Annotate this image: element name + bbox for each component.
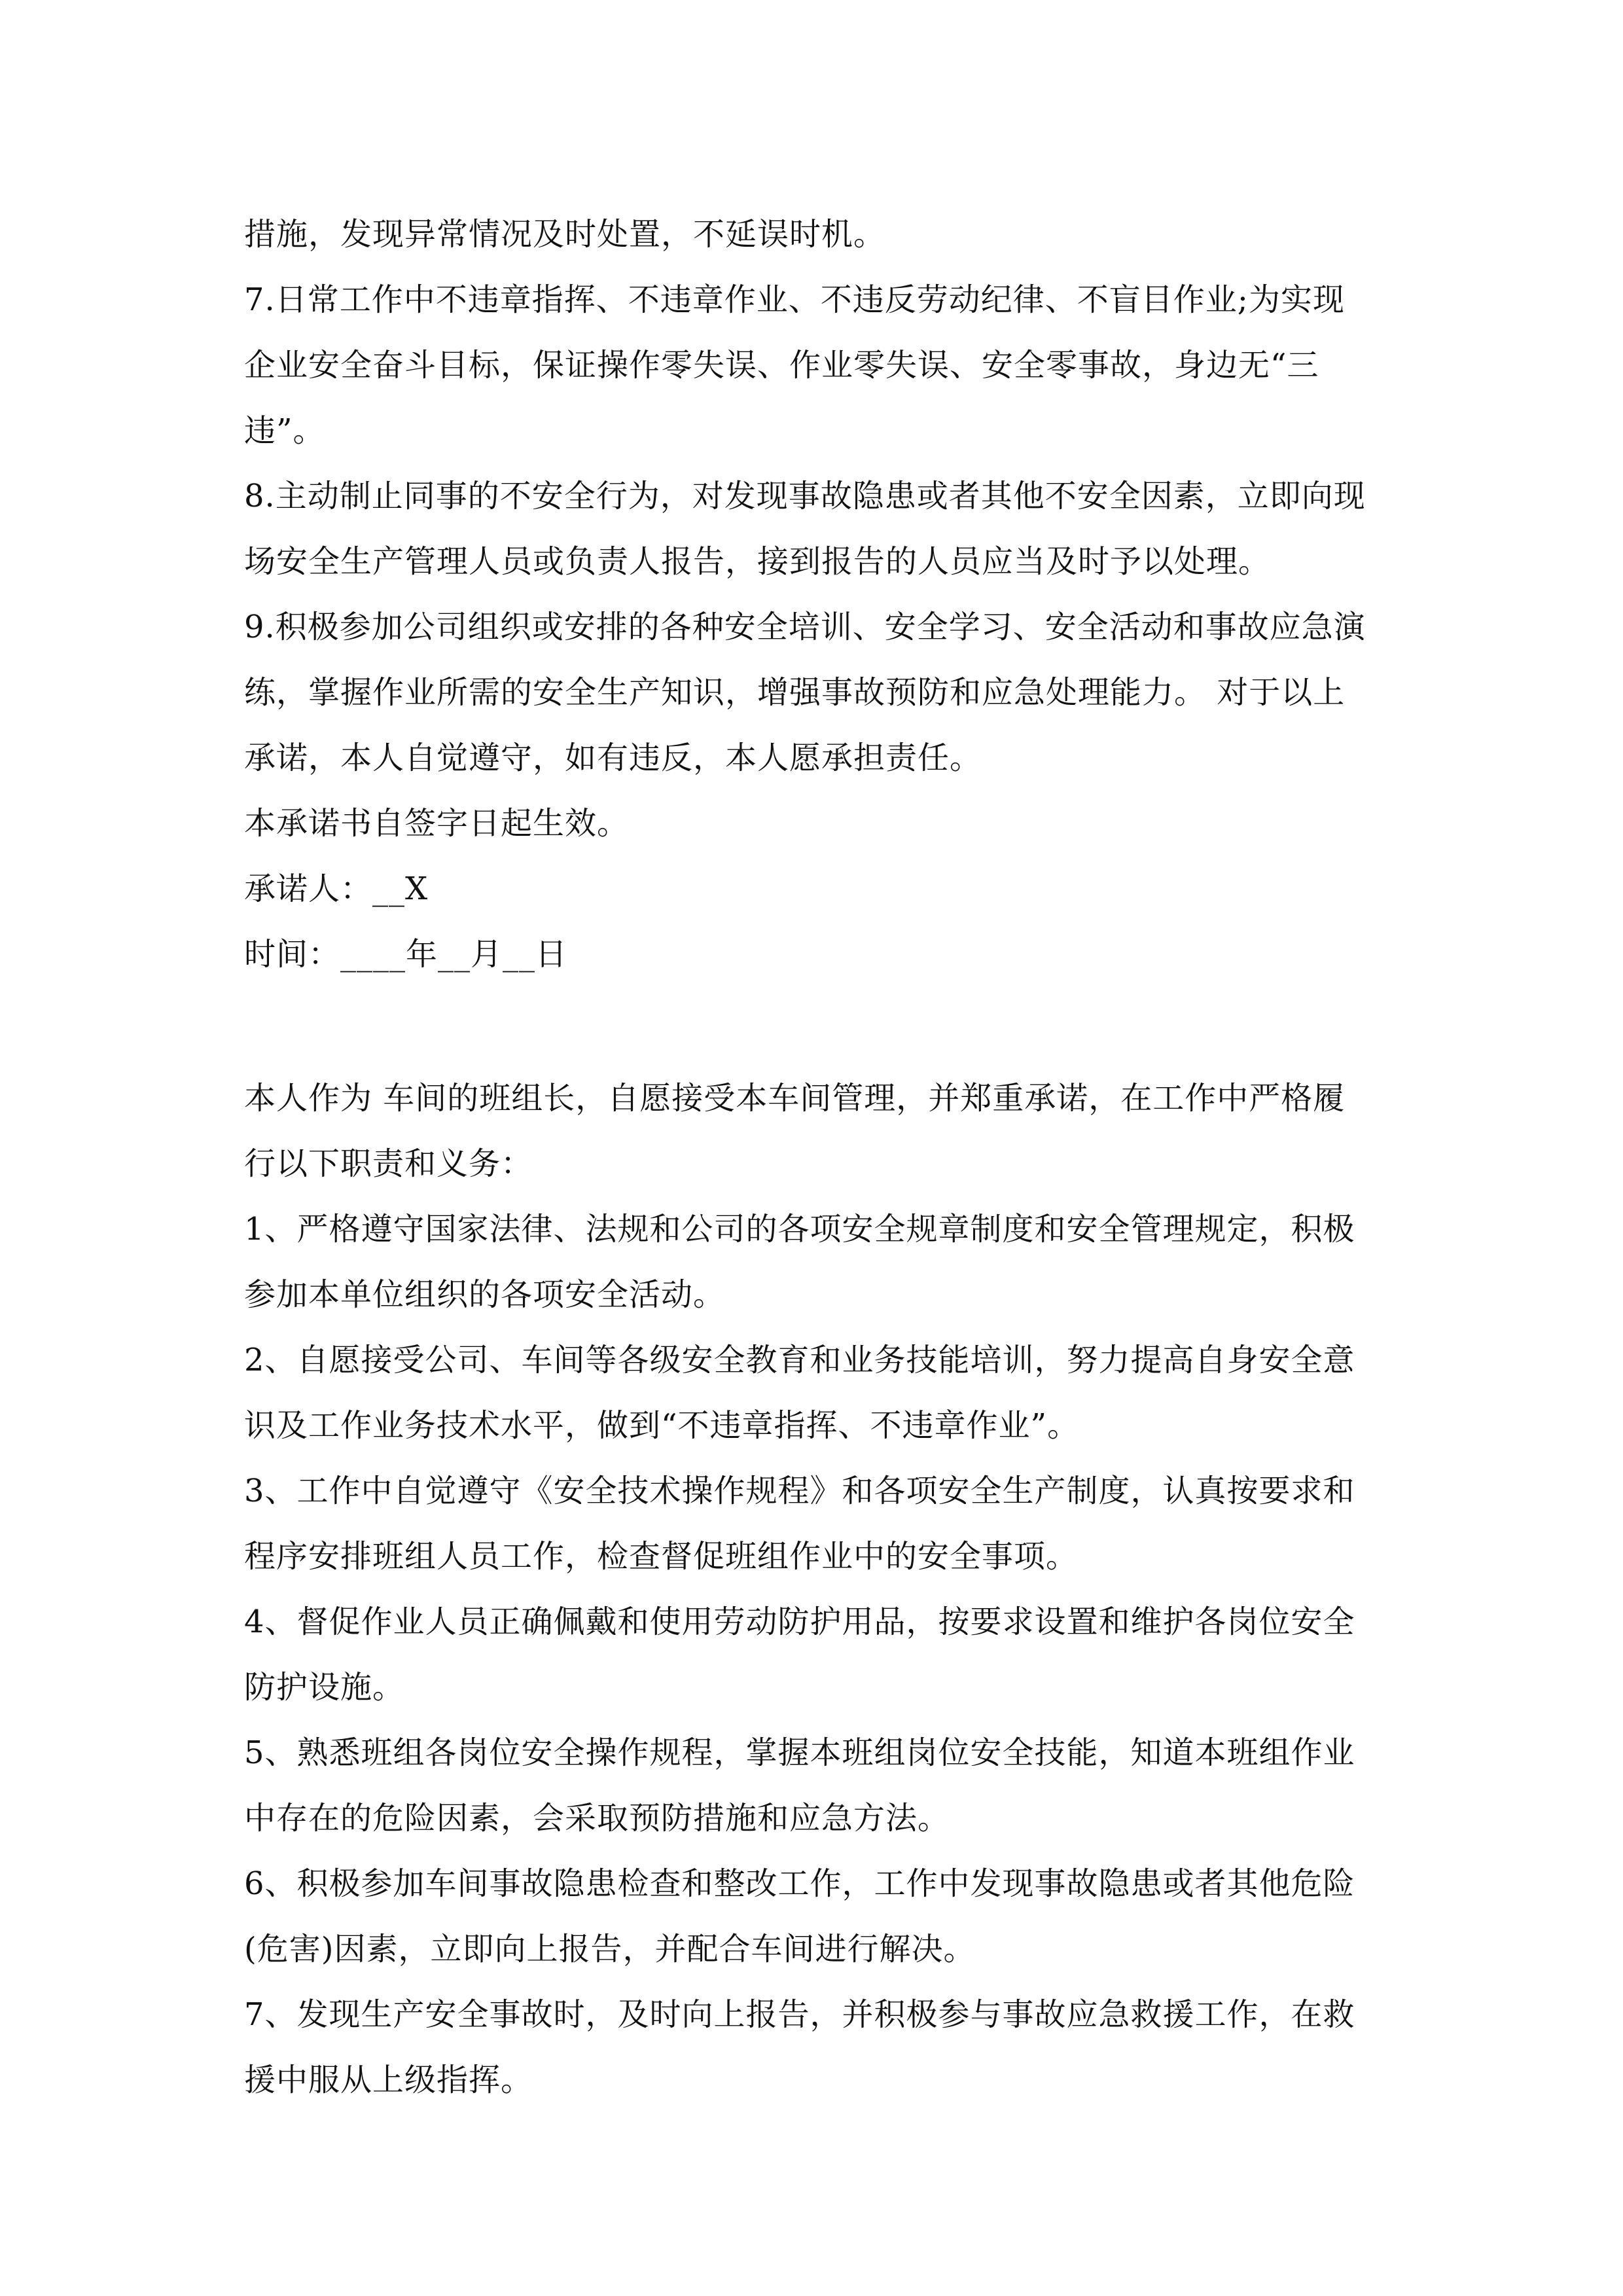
text-line: 3、工作中自觉遵守《安全技术操作规程》和各项安全生产制度，认真按要求和 (244, 1473, 1355, 1509)
text-line: 企业安全奋斗目标，保证操作零失误、作业零失误、安全零事故，身边无“三 (244, 347, 1319, 384)
text-line: 援中服从上级指挥。 (244, 2062, 533, 2098)
document-body (244, 202, 1384, 2113)
date-line: 时间：____年__月__日 (244, 936, 568, 973)
text-line: 2、自愿接受公司、车间等各级安全教育和业务技能培训，努力提高自身安全意 (244, 1342, 1355, 1378)
text-line: 措施，发现异常情况及时处置，不延误时机。 (244, 216, 886, 253)
text-line: 9.积极参加公司组织或安排的各种安全培训、安全学习、安全活动和事故应急演 (244, 609, 1366, 645)
section-gap (244, 987, 1384, 1066)
text-line: 中存在的危险因素，会采取预防措施和应急方法。 (244, 1800, 950, 1837)
text-line: 场安全生产管理人员或负责人报告，接到报告的人员应当及时予以处理。 (244, 543, 1271, 580)
text-line: 7、发现生产安全事故时，及时向上报告，并积极参与事故应急救援工作，在救 (244, 1996, 1355, 2033)
text-line: 违”。 (244, 412, 325, 449)
part1-section (244, 202, 1384, 987)
text-line: 参加本单位组织的各项安全活动。 (244, 1276, 726, 1313)
effective-statement: 本承诺书自签字日起生效。 (244, 805, 630, 842)
text-line: 行以下职责和义务： (244, 1145, 533, 1182)
text-line: 7.日常工作中不违章指挥、不违章作业、不违反劳动纪律、不盲目作业;为实现 (244, 281, 1345, 318)
text-line: 练，掌握作业所需的安全生产知识，增强事故预防和应急处理能力。 对于以上 (244, 674, 1346, 711)
text-line: 8.主动制止同事的不安全行为，对发现事故隐患或者其他不安全因素，立即向现 (244, 478, 1366, 514)
text-line: 程序安排班组人员工作，检查督促班组作业中的安全事项。 (244, 1538, 1079, 1575)
part2-section (244, 1066, 1384, 2113)
text-line: 4、督促作业人员正确佩戴和使用劳动防护用品，按要求设置和维护各岗位安全 (244, 1604, 1355, 1640)
text-line: 1、严格遵守国家法律、法规和公司的各项安全规章制度和安全管理规定，积极 (244, 1211, 1355, 1247)
text-line: (危害)因素，立即向上报告，并配合车间进行解决。 (244, 1931, 976, 1967)
signer-line: 承诺人：__X (244, 870, 429, 907)
text-line: 防护设施。 (244, 1669, 405, 1706)
text-line: 5、熟悉班组各岗位安全操作规程，掌握本班组岗位安全技能，知道本班组作业 (244, 1734, 1355, 1771)
text-line: 承诺，本人自觉遵守，如有违反，本人愿承担责任。 (244, 740, 982, 776)
text-line: 6、积极参加车间事故隐患检查和整改工作，工作中发现事故隐患或者其他危险 (244, 1865, 1355, 1902)
text-line: 识及工作业务技术水平，做到“不违章指挥、不违章作业”。 (244, 1407, 1080, 1444)
text-line: 本人作为 车间的班组长，自愿接受本车间管理，并郑重承诺，在工作中严格履 (244, 1080, 1346, 1117)
